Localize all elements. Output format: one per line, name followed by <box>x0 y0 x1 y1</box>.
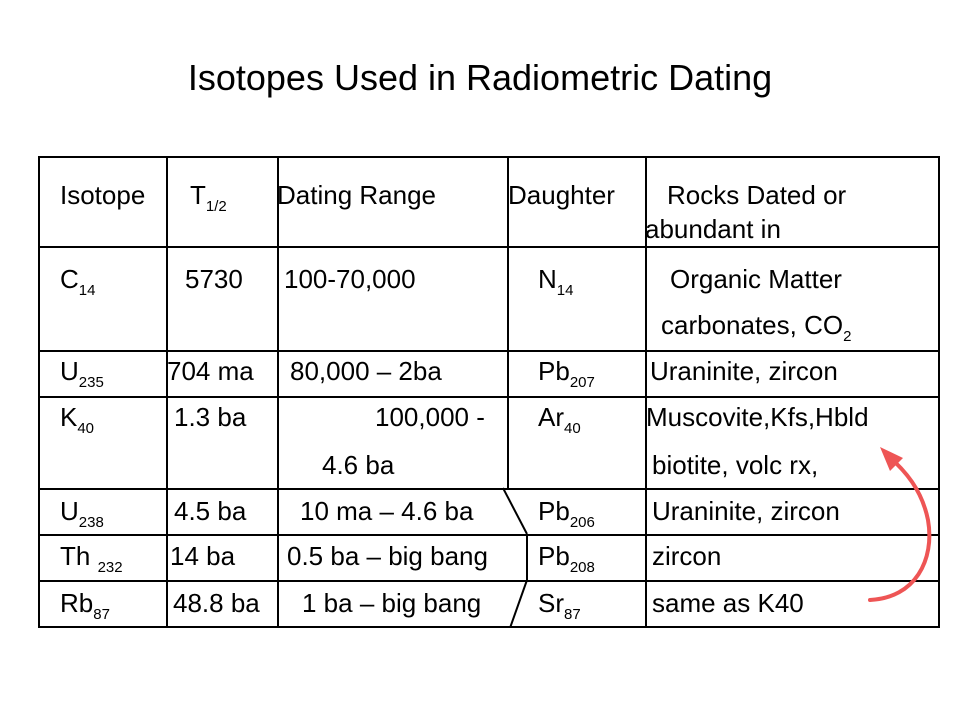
header-rocks-line1: Rocks Dated or <box>667 180 847 210</box>
row-rocks-line1: Organic Matter <box>670 264 842 294</box>
daughter-mass: 206 <box>569 514 595 531</box>
header-half-life-text: T <box>190 180 206 210</box>
row-daughter <box>538 588 581 623</box>
row-dating-range: 80,000 – 2ba <box>290 356 442 386</box>
isotope-mass: 235 <box>78 374 104 391</box>
header-isotope: Isotope <box>60 180 146 210</box>
daughter-mass: 208 <box>569 559 595 576</box>
daughter-mass: 207 <box>569 374 595 391</box>
row-rocks-line1: Uraninite, zircon <box>652 496 840 526</box>
row-half-life: 14 ba <box>170 541 236 571</box>
row-daughter <box>538 402 581 437</box>
isotope-mass: 238 <box>78 514 104 531</box>
daughter-symbol: Sr <box>538 588 564 618</box>
isotope-mass: 87 <box>93 606 110 623</box>
isotope-symbol: U <box>60 496 79 526</box>
isotope-symbol: Th <box>60 541 98 571</box>
row-rocks-line1: Uraninite, zircon <box>650 356 838 386</box>
header-dating-range: Dating Range <box>277 180 436 210</box>
row-half-life: 704 ma <box>167 356 254 386</box>
isotope-symbol: K <box>60 402 78 432</box>
row-isotope <box>60 402 95 437</box>
daughter-mass: 40 <box>564 420 581 437</box>
daughter-symbol: Pb <box>538 541 570 571</box>
row-daughter <box>538 356 595 391</box>
header-rocks-line2: abundant in <box>645 214 781 244</box>
daughter-symbol: Ar <box>538 402 564 432</box>
daughter-symbol: Pb <box>538 356 570 386</box>
row-half-life: 48.8 ba <box>173 588 260 618</box>
isotope-symbol: U <box>60 356 79 386</box>
header-daughter: Daughter <box>508 180 615 210</box>
row-dating-range-line2: 4.6 ba <box>322 450 395 480</box>
row-isotope <box>60 588 110 623</box>
row-dating-range: 100,000 - <box>375 402 485 432</box>
row-rocks-line1: same as K40 <box>652 588 804 618</box>
row-daughter <box>538 496 595 531</box>
daughter-mass: 14 <box>556 282 574 299</box>
daughter-symbol: Pb <box>538 496 570 526</box>
isotope-mass: 232 <box>97 559 123 576</box>
row-dating-range: 10 ma – 4.6 ba <box>300 496 474 526</box>
row-daughter <box>538 541 595 576</box>
row-rocks-line2 <box>661 310 852 345</box>
isotope-symbol: Rb <box>60 588 94 618</box>
isotope-mass: 40 <box>77 420 95 437</box>
daughter-mass: 87 <box>564 606 581 623</box>
row-dating-range: 0.5 ba – big bang <box>287 541 488 571</box>
row-rocks-line1: Muscovite,Kfs,Hbld <box>646 402 869 432</box>
page-title: Isotopes Used in Radiometric Dating <box>187 57 773 98</box>
isotope-symbol: C <box>60 264 79 294</box>
rocks-text: carbonates, CO <box>661 310 844 340</box>
row-dating-range: 100-70,000 <box>284 264 416 294</box>
row-rocks-line2: biotite, volc rx, <box>652 450 819 480</box>
row-isotope <box>60 356 104 391</box>
isotope-table <box>38 156 940 628</box>
row-half-life: 1.3 ba <box>174 402 247 432</box>
rocks-sub: 2 <box>843 328 852 345</box>
daughter-symbol: N <box>538 264 557 294</box>
header-half-life-sub: 1/2 <box>205 198 227 215</box>
row-isotope <box>60 541 123 576</box>
row-rocks-line1: zircon <box>652 541 722 571</box>
row-dating-range: 1 ba – big bang <box>302 588 482 618</box>
row-isotope <box>60 496 104 531</box>
isotope-mass: 14 <box>78 282 96 299</box>
row-half-life: 4.5 ba <box>174 496 247 526</box>
row-half-life: 5730 <box>185 264 243 294</box>
row-daughter <box>538 264 574 299</box>
header-half-life <box>190 180 227 215</box>
row-isotope <box>60 264 96 299</box>
